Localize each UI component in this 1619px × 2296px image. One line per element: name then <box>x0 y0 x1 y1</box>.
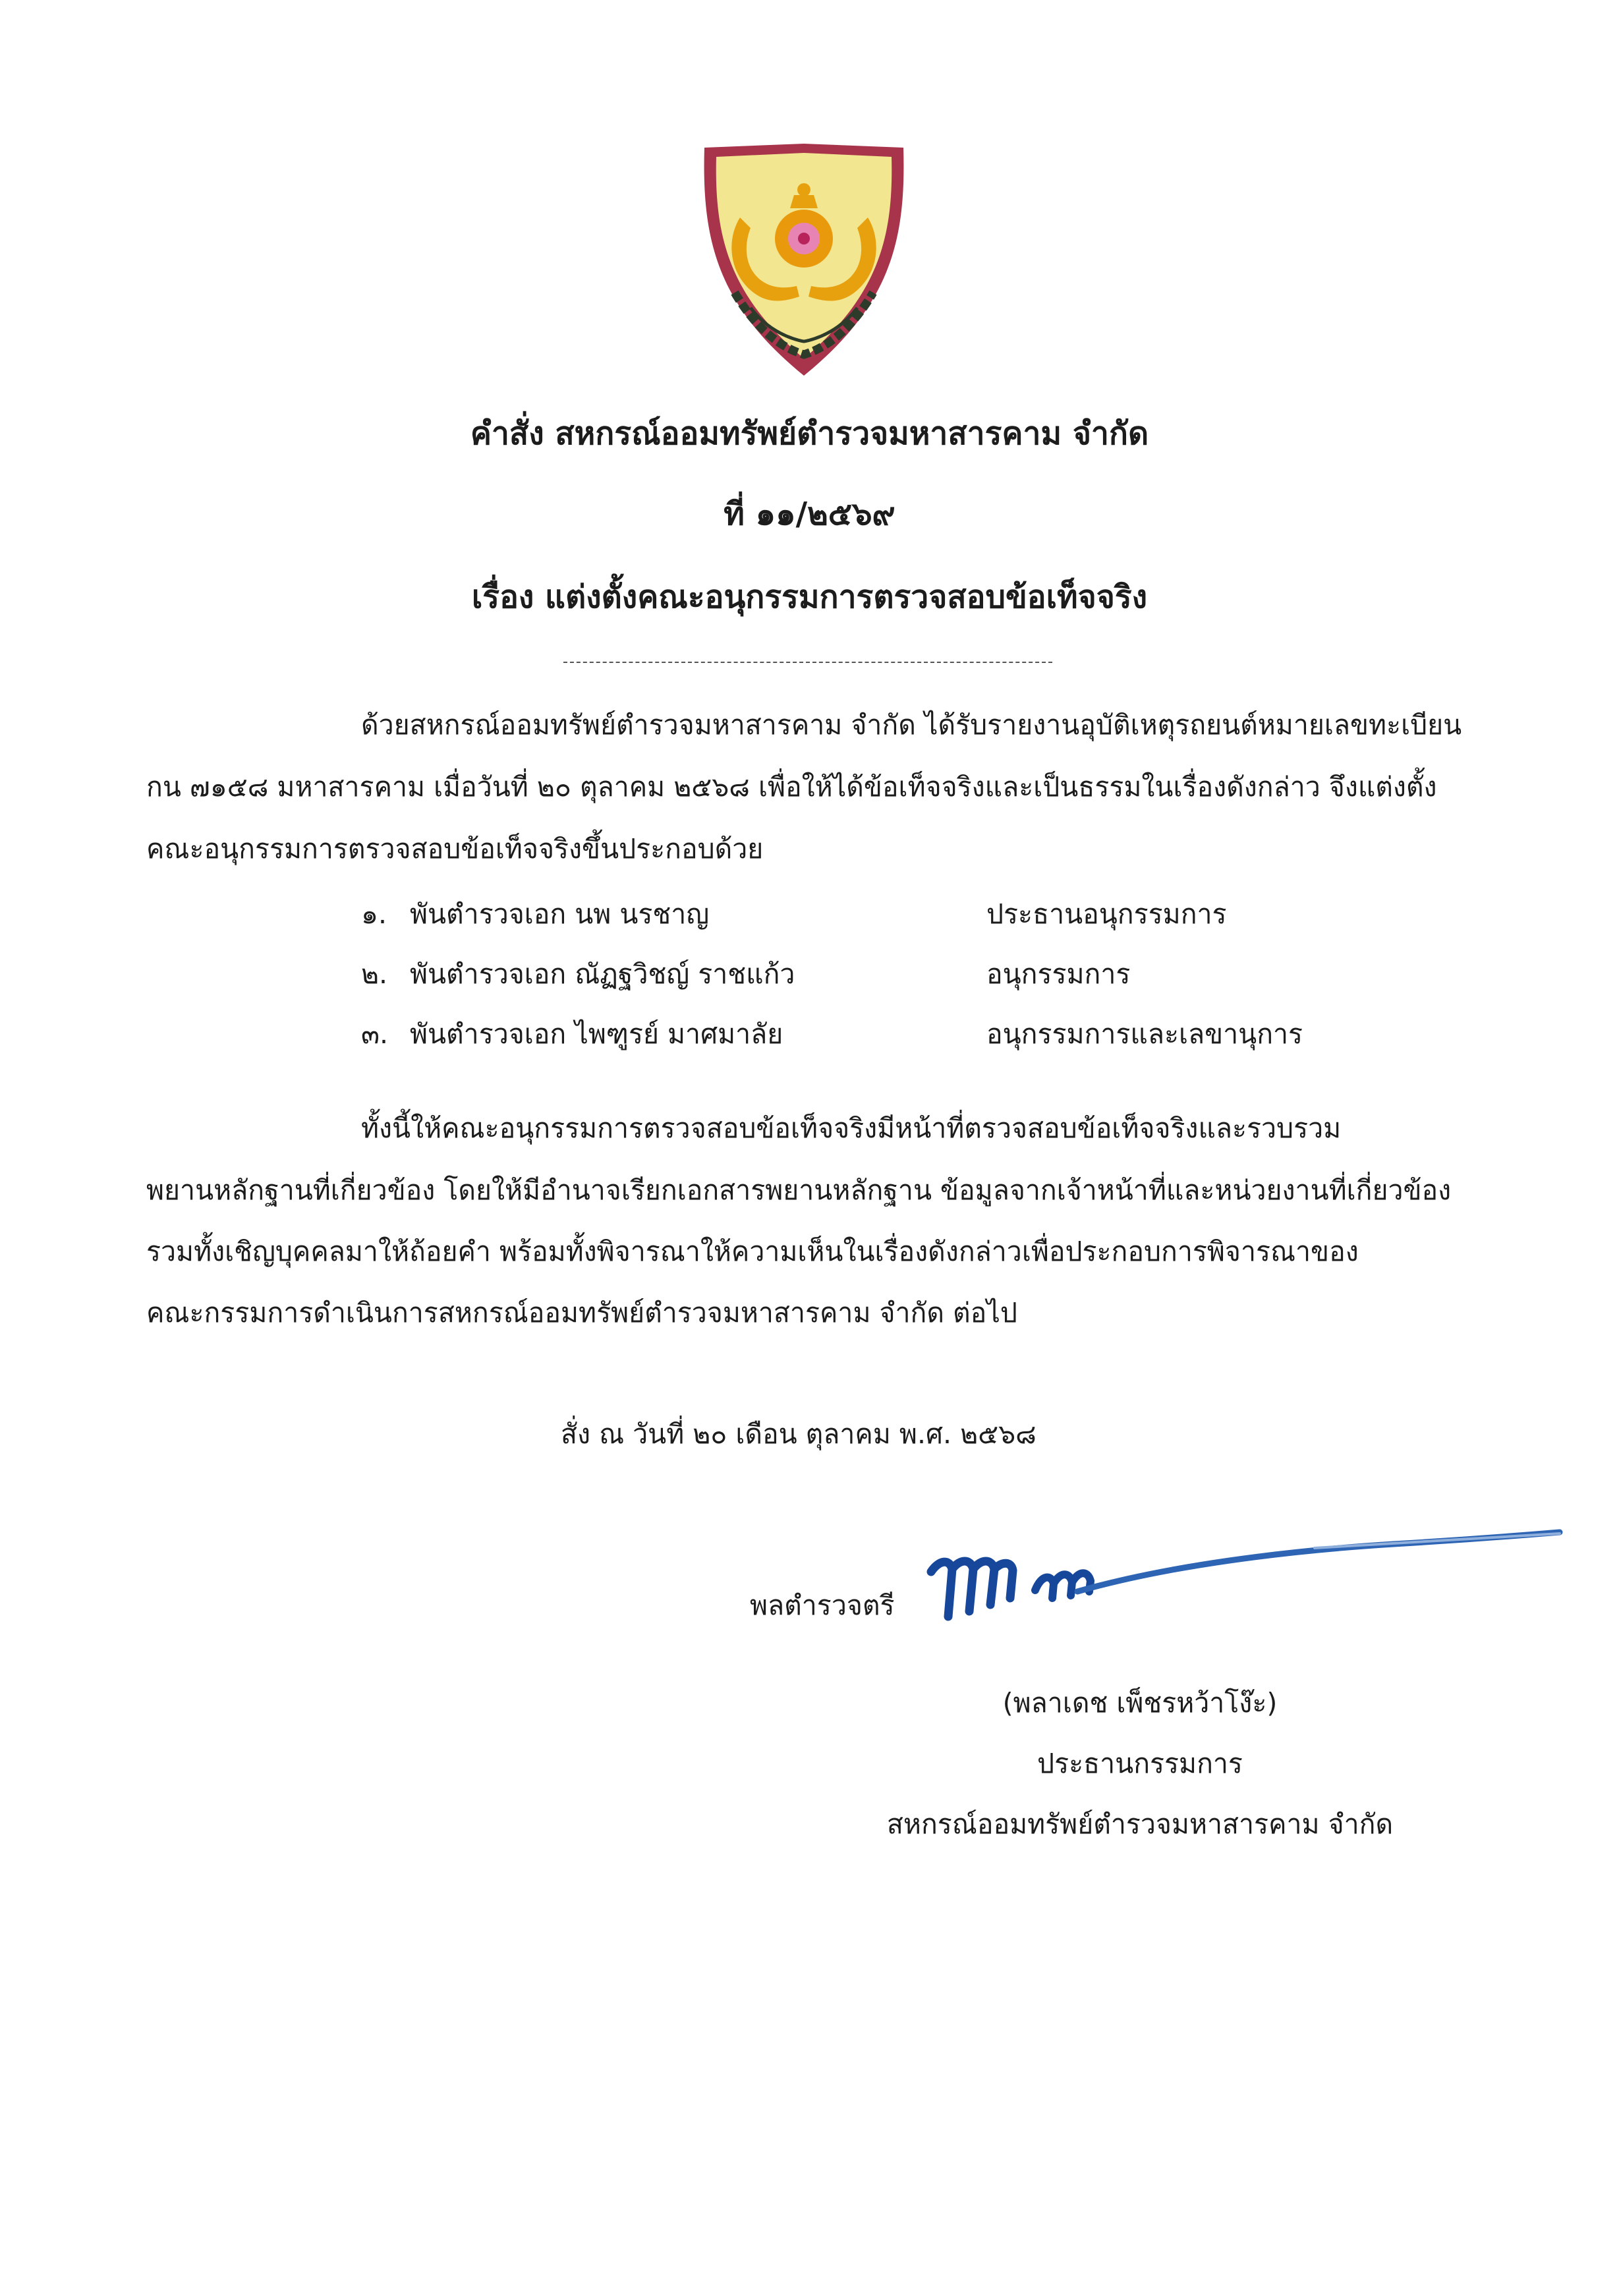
paragraph2-line: คณะกรรมการดำเนินการสหกรณ์ออมทรัพย์ตำรวจมหาสารคาม จำกัด ต่อไป <box>146 1297 1017 1329</box>
handwritten-signature <box>919 1506 1565 1638</box>
document-title: คำสั่ง สหกรณ์ออมทรัพย์ตำรวจมหาสารคาม จำกัด <box>470 415 1149 452</box>
paragraph2-line: ทั้งนี้ให้คณะอนุกรรมการตรวจสอบข้อเท็จจริงมีหน้าที่ตรวจสอบข้อเท็จจริงและรวบรวม <box>361 1112 1342 1144</box>
document-subject: เรื่อง แต่งตั้งคณะอนุกรรมการตรวจสอบข้อเท็จจริง <box>471 579 1148 616</box>
signatory-name: (พลาเดช เพ็ชรหว้าโง๊ะ) <box>1002 1687 1278 1719</box>
signatory-position: ประธานกรรมการ <box>1037 1748 1243 1779</box>
order-number: ที่ ๑๑/๒๕๖๙ <box>724 496 895 532</box>
title-divider <box>563 662 1052 663</box>
paragraph2-line: รวมทั้งเชิญบุคคลมาให้ถ้อยคำ พร้อมทั้งพิจารณาให้ความเห็นในเรื่องดังกล่าวเพื่อประกอบการพิจารณาของ <box>146 1236 1359 1267</box>
member-name: พันตำรวจเอก นพ นรชาญ <box>410 898 710 930</box>
paragraph1-line: คณะอนุกรรมการตรวจสอบข้อเท็จจริงขึ้นประกอบด้วย <box>146 833 764 865</box>
member-number: ๑. <box>361 898 387 930</box>
member-role: อนุกรรมการ <box>986 958 1131 990</box>
member-role: อนุกรรมการและเลขานุการ <box>986 1018 1303 1050</box>
paragraph1-line: กน ๗๑๕๘ มหาสารคาม เมื่อวันที่ ๒๐ ตุลาคม ๒๕๖๘ เพื่อให้ได้ข้อเท็จจริงและเป็นธรรมในเรื่องดังกล่าว จึงแต่งตั้ง <box>146 771 1437 803</box>
paragraph2-line: พยานหลักฐานที่เกี่ยวข้อง โดยให้มีอำนาจเรียกเอกสารพยานหลักฐาน ข้อมูลจากเจ้าหน้าที่และหน่วยงานที่เกี่ยวข้อง <box>146 1174 1452 1206</box>
cooperative-logo <box>700 140 907 381</box>
signatory-rank: พลตำรวจตรี <box>750 1590 895 1621</box>
member-name: พันตำรวจเอก ไพฑูรย์ มาศมาลัย <box>410 1018 783 1050</box>
order-date: สั่ง ณ วันที่ ๒๐ เดือน ตุลาคม พ.ศ. ๒๕๖๘ <box>561 1418 1037 1450</box>
member-number: ๓. <box>361 1018 389 1050</box>
member-role: ประธานอนุกรรมการ <box>986 898 1227 930</box>
paragraph1-line: ด้วยสหกรณ์ออมทรัพย์ตำรวจมหาสารคาม จำกัด ได้รับรายงานอุบัติเหตุรถยนต์หมายเลขทะเบียน <box>361 709 1462 741</box>
signatory-organization: สหกรณ์ออมทรัพย์ตำรวจมหาสารคาม จำกัด <box>886 1808 1394 1840</box>
member-name: พันตำรวจเอก ณัฏฐวิชญ์ ราชแก้ว <box>410 958 795 990</box>
member-number: ๒. <box>361 958 388 990</box>
